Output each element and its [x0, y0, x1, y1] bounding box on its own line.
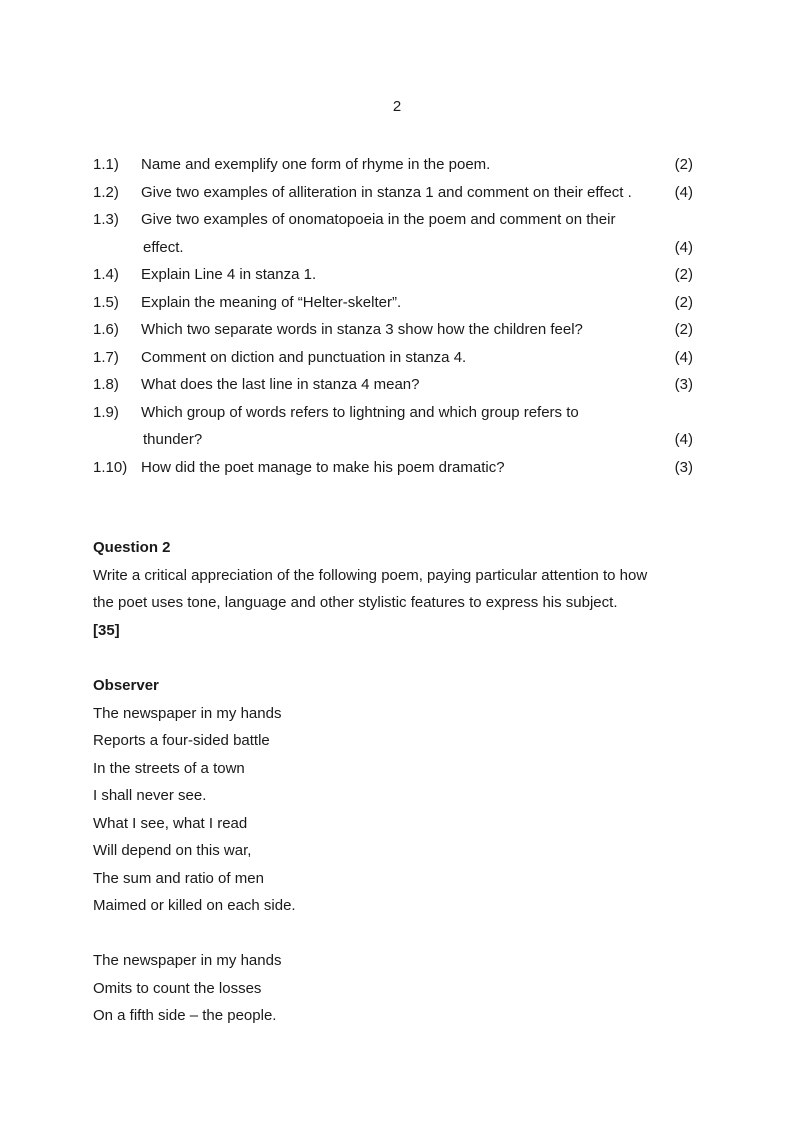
question-mark	[653, 399, 693, 427]
poem-line: Omits to count the losses	[93, 979, 262, 997]
question-text: Give two examples of alliteration in stanza 1 and comment on their effect .	[141, 183, 632, 201]
poem-line: Maimed or killed on each side.	[93, 897, 296, 914]
poem-line: Reports a four-sided battle	[93, 732, 270, 749]
question-row	[93, 399, 693, 427]
question-number: 1.3)	[93, 211, 119, 228]
poem-stanza	[93, 700, 703, 920]
question-2-instruction: Write a critical appreciation of the following poem, paying particular attention to how	[93, 566, 648, 584]
question-mark: (2)	[674, 156, 693, 173]
question-2-heading: Question 2	[93, 539, 171, 556]
question-row	[93, 151, 693, 179]
page-number: 2	[392, 98, 402, 115]
question-mark: (3)	[674, 376, 693, 393]
question-text: Explain Line 4 in stanza 1.	[141, 266, 317, 283]
question-text: How did the poet manage to make his poem dramatic?	[141, 458, 505, 476]
question-row	[93, 454, 693, 482]
question-text: Which group of words refers to lightning and which group refers to	[141, 403, 579, 421]
question-2-section	[93, 534, 703, 644]
poem-line: The newspaper in my hands	[93, 952, 282, 969]
poem-line: What I see, what I read	[93, 814, 248, 832]
question-number: 1.2)	[93, 183, 119, 201]
question-number: 1.9)	[93, 403, 119, 421]
question-row-continuation	[93, 426, 693, 454]
question-text: What does the last line in stanza 4 mean?	[141, 376, 420, 393]
question-text: effect.	[143, 238, 184, 256]
question-row	[93, 179, 693, 207]
poem-stanza	[93, 947, 703, 1030]
question-mark: (4)	[674, 183, 693, 201]
question-number: 1.8)	[93, 376, 119, 393]
poem-line: Will depend on this war,	[93, 842, 252, 859]
question-mark: (2)	[674, 293, 693, 311]
poem-title: Observer	[93, 677, 159, 694]
question-mark: (2)	[674, 321, 693, 338]
poem-line: The sum and ratio of men	[93, 869, 264, 887]
question-mark: (4)	[674, 348, 693, 366]
question-2-marks: [35]	[93, 621, 120, 639]
question-mark: (2)	[674, 266, 693, 283]
poem-line: In the streets of a town	[93, 759, 245, 777]
poem-line: I shall never see.	[93, 787, 207, 804]
question-row	[93, 316, 693, 344]
question-mark: (4)	[674, 238, 693, 256]
question-text: Explain the meaning of “Helter-skelter”.	[141, 293, 402, 311]
question-text: Comment on diction and punctuation in stanza 4.	[141, 348, 467, 366]
question-list	[93, 151, 693, 481]
question-number: 1.6)	[93, 321, 119, 338]
question-row	[93, 344, 693, 372]
question-mark: (3)	[674, 458, 693, 476]
question-row-continuation	[93, 234, 693, 262]
question-number: 1.7)	[93, 348, 119, 366]
question-mark	[653, 206, 693, 234]
question-row	[93, 371, 693, 399]
poem	[93, 672, 703, 1030]
question-number	[93, 426, 141, 454]
question-number: 1.1)	[93, 156, 119, 173]
question-text: Which two separate words in stanza 3 show how the children feel?	[141, 321, 583, 338]
question-text: Give two examples of onomatopoeia in the poem and comment on their	[141, 211, 616, 228]
question-2-instruction: the poet uses tone, language and other stylistic features to express his subject.	[93, 594, 618, 611]
poem-line: On a fifth side – the people.	[93, 1007, 277, 1024]
poem-line: The newspaper in my hands	[93, 704, 282, 722]
question-row	[93, 261, 693, 289]
question-number: 1.10)	[93, 458, 128, 476]
question-number	[93, 234, 141, 262]
question-number: 1.4)	[93, 266, 119, 283]
question-text: Name and exemplify one form of rhyme in the poem.	[141, 156, 491, 173]
question-row	[93, 289, 693, 317]
question-number: 1.5)	[93, 293, 119, 311]
question-row	[93, 206, 693, 234]
question-mark: (4)	[674, 431, 693, 448]
stanza-gap	[93, 920, 703, 948]
question-text: thunder?	[143, 431, 203, 448]
